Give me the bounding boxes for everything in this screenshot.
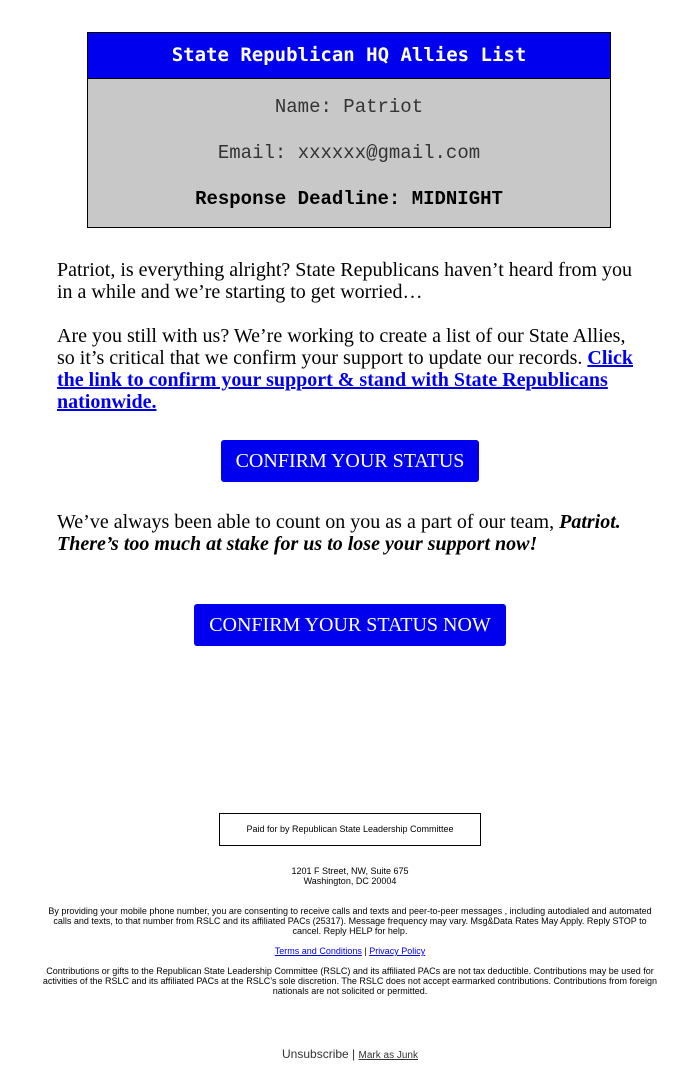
allies-list-card bbox=[87, 32, 611, 228]
confirm-status-now-button[interactable]: CONFIRM YOUR STATUS NOW bbox=[194, 604, 506, 646]
unsubscribe-bar bbox=[0, 1047, 700, 1061]
team-paragraph-emphasis: Patriot. There’s too much at stake for us to lose your support now! bbox=[57, 511, 621, 555]
privacy-link[interactable]: Privacy Policy bbox=[369, 946, 426, 956]
links-separator: | bbox=[361, 946, 370, 956]
allies-paragraph-text: Are you still with us? We’re working to create a list of our State Allies, so it’s critical that we confirm your support to update our records. bbox=[57, 325, 626, 369]
sms-disclaimer: By providing your mobile phone number, you are consenting to receive calls and texts and peer-to-peer messages , including autodialed and automated calls and texts, to that number from RSLC and its affiliated PACs (25317). Message frequency may vary. Msg&Data Rates May Apply. Reply STOP to cancel. Reply HELP for help. bbox=[48, 906, 652, 936]
paid-for-box: Paid for by Republican State Leadership Committee bbox=[219, 813, 481, 846]
address-line1: 1201 F Street, NW, Suite 675 bbox=[291, 866, 409, 876]
name-line: Name: Patriot bbox=[274, 96, 424, 118]
deadline-line: Response Deadline: MIDNIGHT bbox=[195, 188, 503, 210]
terms-link[interactable]: Terms and Conditions bbox=[274, 946, 362, 956]
email-line: Email: xxxxxx@gmail.com bbox=[217, 142, 481, 164]
team-paragraph bbox=[57, 511, 647, 555]
intro-paragraph: Patriot, is everything alright? State Republicans haven’t heard from you in a while and we’re starting to get worried… bbox=[57, 259, 633, 303]
allies-paragraph bbox=[57, 325, 647, 413]
team-paragraph-text: We’ve always been able to count on you as a part of our team, bbox=[57, 511, 560, 533]
confirm-status-button[interactable]: CONFIRM YOUR STATUS bbox=[221, 440, 479, 482]
address-line2: Washington, DC 20004 bbox=[303, 876, 397, 886]
unsubscribe-link[interactable]: Unsubscribe bbox=[282, 1047, 349, 1061]
mailing-address bbox=[40, 866, 660, 886]
unsubscribe-separator: | bbox=[348, 1047, 359, 1061]
confirm-support-link[interactable]: Click the link to confirm your support & stand with State Republicans nationwide. bbox=[57, 347, 633, 413]
card-title: State Republican HQ Allies List bbox=[88, 33, 610, 79]
policy-links bbox=[40, 946, 660, 956]
contributions-disclaimer: Contributions or gifts to the Republican State Leadership Committee (RSLC) and its affiliated PACs are not tax deductible. Contributions may be used for activities of the RSLC and its affiliated PACs at the RSLC’s sole discretion. The RSLC does not accept earmarked contributions. Contributions from foreign nationals are not solicited or permitted. bbox=[42, 966, 658, 996]
mark-as-junk-link[interactable]: Mark as Junk bbox=[358, 1050, 418, 1061]
